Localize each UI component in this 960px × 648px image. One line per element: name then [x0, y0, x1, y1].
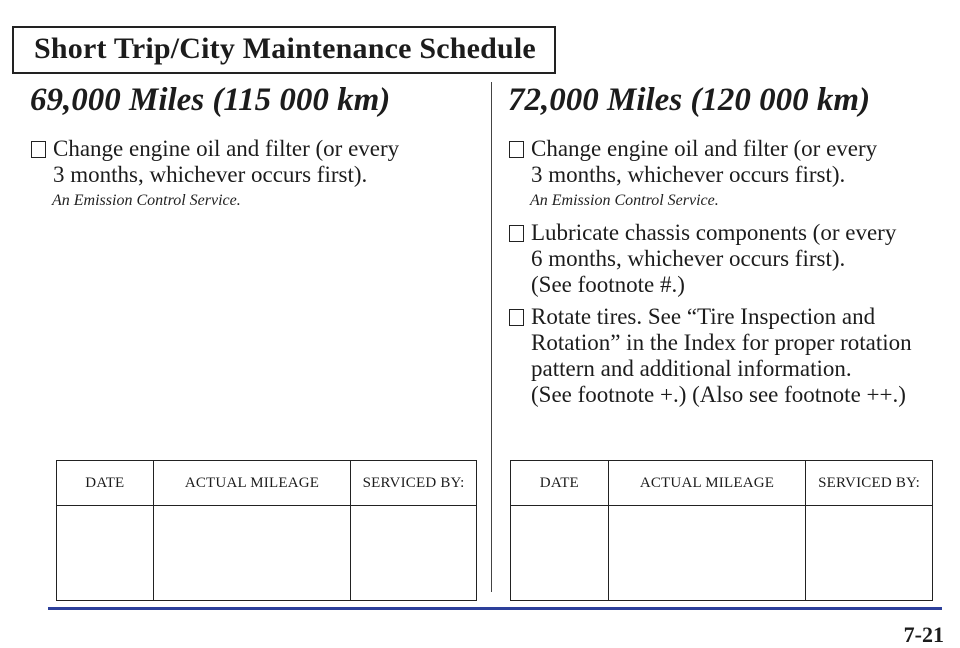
- serviced-by-entry-cell[interactable]: [806, 506, 933, 601]
- emission-note: An Emission Control Service.: [530, 192, 719, 209]
- column-header-date: DATE: [511, 461, 609, 506]
- table-header-row: [57, 461, 477, 506]
- table-header-row: [511, 461, 933, 506]
- right-interval-heading: 72,000 Miles (120 000 km): [508, 82, 871, 118]
- checkbox-icon[interactable]: [509, 309, 524, 326]
- task-text: Change engine oil and filter (or every 3 months, whichever occurs first).: [531, 136, 878, 187]
- left-interval-heading: 69,000 Miles (115 000 km): [30, 82, 391, 118]
- right-task-lubricate-chassis: [508, 220, 948, 298]
- column-header-actual-mileage: ACTUAL MILEAGE: [153, 461, 350, 506]
- right-task-oil-change: [508, 136, 948, 188]
- table-row: [511, 506, 933, 601]
- column-header-date: DATE: [57, 461, 154, 506]
- column-header-actual-mileage: ACTUAL MILEAGE: [608, 461, 805, 506]
- right-service-log-table: [510, 460, 933, 601]
- date-entry-cell[interactable]: [511, 506, 609, 601]
- task-text: Change engine oil and filter (or every 3 months, whichever occurs first).: [53, 136, 400, 187]
- left-service-log-table: [56, 460, 477, 601]
- table-row: [57, 506, 477, 601]
- right-task-rotate-tires: [508, 304, 948, 408]
- column-header-serviced-by: SERVICED BY:: [351, 461, 477, 506]
- emission-note: An Emission Control Service.: [52, 192, 241, 209]
- column-divider: [491, 82, 492, 592]
- mileage-entry-cell[interactable]: [608, 506, 805, 601]
- date-entry-cell[interactable]: [57, 506, 154, 601]
- section-title: Short Trip/City Maintenance Schedule: [12, 26, 556, 74]
- left-task-oil-change: [30, 136, 470, 188]
- checkbox-icon[interactable]: [509, 225, 524, 242]
- mileage-entry-cell[interactable]: [153, 506, 350, 601]
- right-column: [508, 82, 948, 412]
- checkbox-icon[interactable]: [509, 141, 524, 158]
- column-header-serviced-by: SERVICED BY:: [806, 461, 933, 506]
- page-number: 7-21: [903, 622, 944, 647]
- serviced-by-entry-cell[interactable]: [351, 506, 477, 601]
- footer-rule: [48, 607, 942, 610]
- left-column: [30, 82, 470, 220]
- checkbox-icon[interactable]: [31, 141, 46, 158]
- task-text: Rotate tires. See “Tire Inspection and Rotation” in the Index for proper rotation pattern and additional information. (See footnote +.) (Also see footnote ++.): [531, 304, 912, 407]
- task-text: Lubricate chassis components (or every 6 months, whichever occurs first). (See footnote #.): [531, 220, 897, 297]
